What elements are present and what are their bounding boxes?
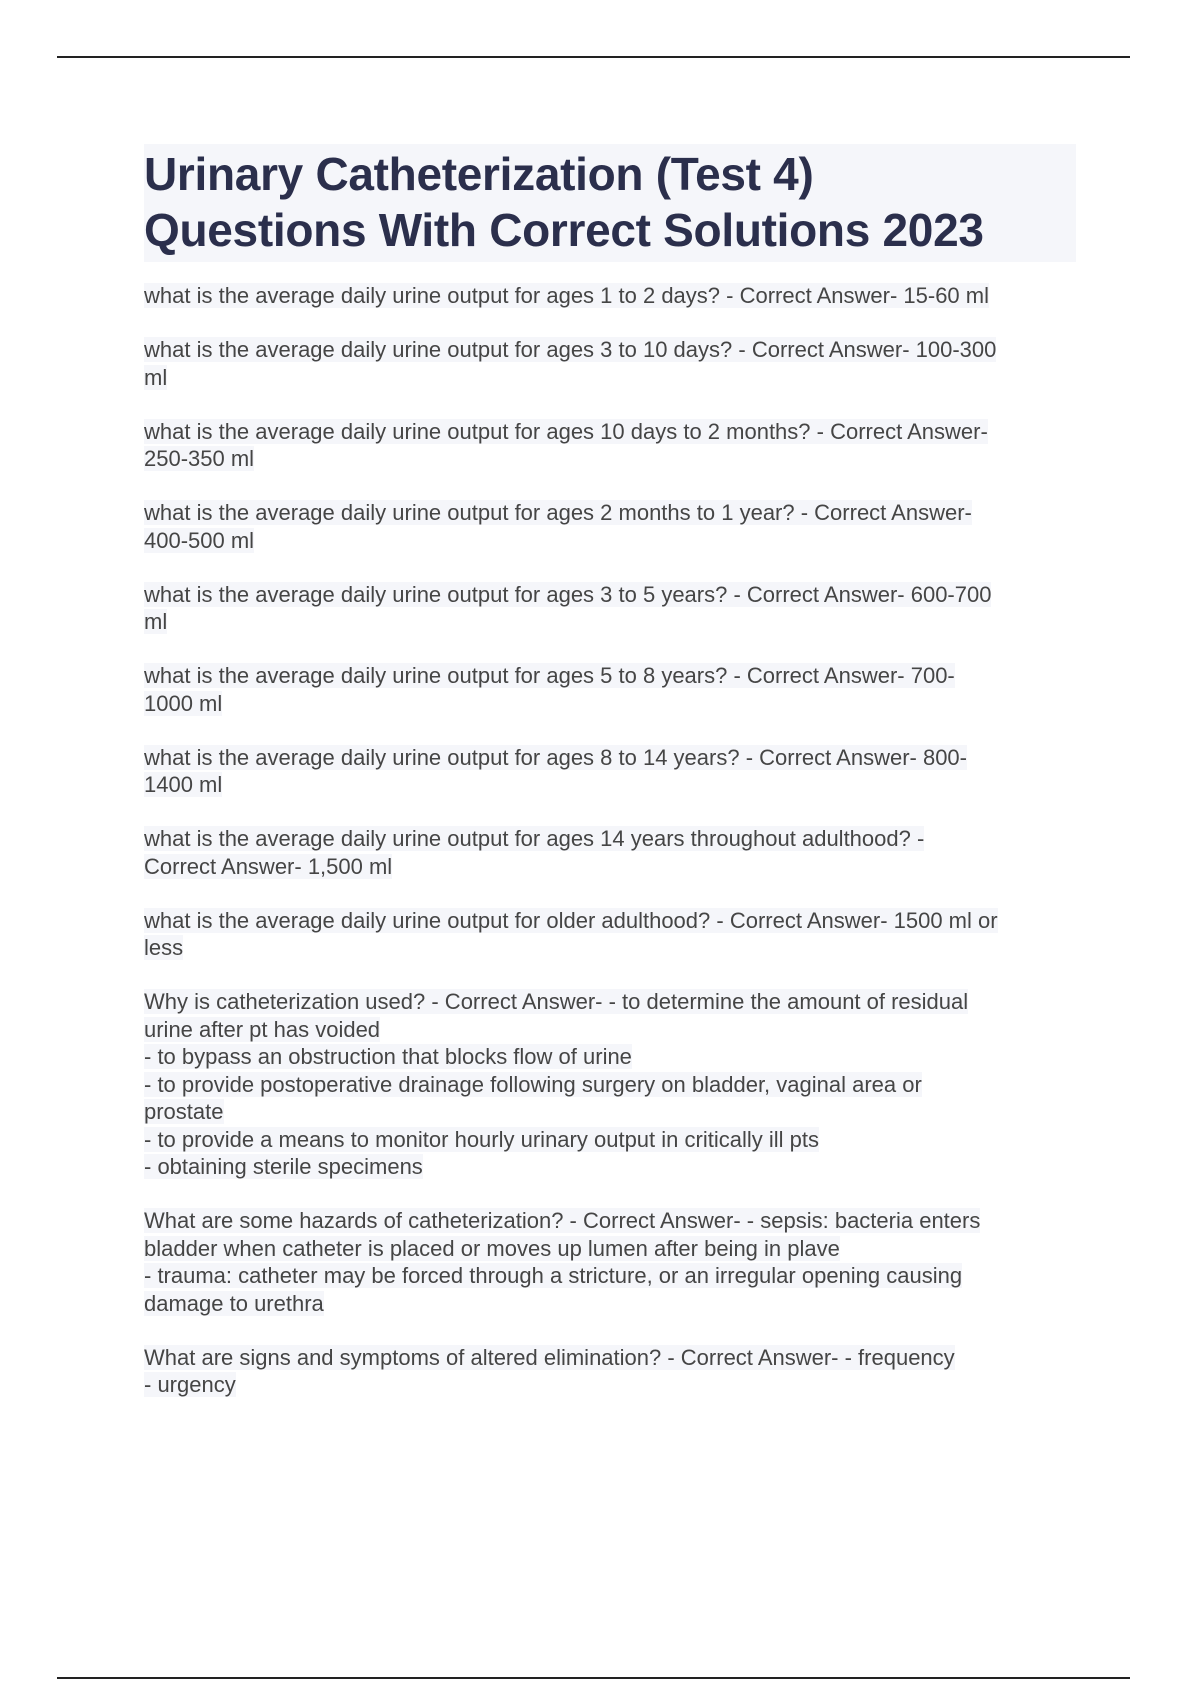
qa-item <box>144 744 1084 799</box>
qa-line <box>144 364 1084 392</box>
qa-line <box>144 581 1084 609</box>
qa-text: ml <box>144 609 168 634</box>
qa-text: what is the average daily urine output for ages 5 to 8 years? - Correct Answer- 700- <box>144 663 955 688</box>
qa-text: bladder when catheter is placed or moves up lumen after being in plave <box>144 1235 840 1261</box>
qa-text: - trauma: catheter may be forced through a stricture, or an irregular opening causing <box>144 1263 963 1288</box>
qa-text: what is the average daily urine output for ages 3 to 10 days? - Correct Answer- 100-300 <box>144 337 997 362</box>
qa-text: urine after pt has voided <box>144 1016 381 1042</box>
qa-item <box>144 1207 1084 1317</box>
document-title <box>144 144 1076 262</box>
qa-text: 1000 ml <box>144 690 223 716</box>
qa-text: - to bypass an obstruction that blocks flow of urine <box>144 1044 632 1069</box>
qa-line <box>144 608 1084 636</box>
qa-line <box>144 1016 1084 1044</box>
qa-text: - to provide a means to monitor hourly urinary output in critically ill pts <box>144 1126 819 1152</box>
qa-item <box>144 988 1084 1181</box>
qa-text: 250-350 ml <box>144 446 255 471</box>
qa-item <box>144 907 1084 962</box>
header-rule <box>57 56 1130 58</box>
qa-text: 1400 ml <box>144 772 223 797</box>
qa-line <box>144 662 1084 690</box>
qa-line <box>144 418 1084 446</box>
qa-line <box>144 1235 1084 1263</box>
qa-text: what is the average daily urine output for ages 1 to 2 days? - Correct Answer- 15-60 ml <box>144 283 989 308</box>
qa-line <box>144 690 1084 718</box>
qa-text: - to provide postoperative drainage following surgery on bladder, vaginal area or <box>144 1071 922 1097</box>
qa-text: 400-500 ml <box>144 527 255 553</box>
qa-line <box>144 527 1084 555</box>
qa-line <box>144 1126 1084 1154</box>
qa-text: prostate <box>144 1099 224 1124</box>
qa-line <box>144 445 1084 473</box>
qa-item <box>144 1344 1084 1399</box>
qa-line <box>144 499 1084 527</box>
qa-line <box>144 1262 1084 1290</box>
qa-line <box>144 1371 1084 1399</box>
qa-line <box>144 1290 1084 1318</box>
qa-text: - obtaining sterile specimens <box>144 1154 423 1179</box>
qa-text: Correct Answer- 1,500 ml <box>144 853 393 879</box>
qa-item <box>144 825 1084 880</box>
qa-text: what is the average daily urine output for ages 2 months to 1 year? - Correct Answer- <box>144 500 972 525</box>
qa-line <box>144 825 1084 853</box>
qa-line <box>144 1098 1084 1126</box>
qa-line <box>144 988 1084 1016</box>
qa-line <box>144 1043 1084 1071</box>
qa-item <box>144 581 1084 636</box>
qa-text: ml <box>144 364 168 390</box>
qa-item <box>144 499 1084 554</box>
qa-item <box>144 418 1084 473</box>
qa-line <box>144 907 1084 935</box>
qa-text: What are signs and symptoms of altered elimination? - Correct Answer- - frequency <box>144 1344 955 1370</box>
qa-line <box>144 1344 1084 1372</box>
qa-text: Why is catheterization used? - Correct Answer- - to determine the amount of residual <box>144 989 969 1014</box>
qa-item <box>144 336 1084 391</box>
qa-text: what is the average daily urine output for ages 10 days to 2 months? - Correct Answer- <box>144 418 988 444</box>
qa-line <box>144 1071 1084 1099</box>
qa-text: less <box>144 935 184 960</box>
qa-line <box>144 934 1084 962</box>
qa-text: what is the average daily urine output for older adulthood? - Correct Answer- 1500 ml or <box>144 907 998 933</box>
footer-rule <box>57 1677 1130 1679</box>
title-line: Questions With Correct Solutions 2023 <box>144 204 984 256</box>
qa-text: - urgency <box>144 1372 236 1397</box>
qa-line <box>144 1207 1084 1235</box>
qa-text: what is the average daily urine output for ages 8 to 14 years? - Correct Answer- 800- <box>144 744 967 770</box>
qa-text: damage to urethra <box>144 1290 324 1316</box>
qa-line <box>144 282 1084 310</box>
qa-line <box>144 744 1084 772</box>
qa-line <box>144 1153 1084 1181</box>
qa-item <box>144 282 1084 310</box>
qa-line <box>144 336 1084 364</box>
qa-line <box>144 853 1084 881</box>
qa-item <box>144 662 1084 717</box>
qa-text: What are some hazards of catheterization? - Correct Answer- - sepsis: bacteria enters <box>144 1208 981 1233</box>
qa-text: what is the average daily urine output for ages 3 to 5 years? - Correct Answer- 600-700 <box>144 581 992 607</box>
qa-text: what is the average daily urine output for ages 14 years throughout adulthood? - <box>144 826 925 851</box>
qa-list <box>144 282 1084 1425</box>
qa-line <box>144 771 1084 799</box>
title-line: Urinary Catheterization (Test 4) <box>144 148 814 200</box>
